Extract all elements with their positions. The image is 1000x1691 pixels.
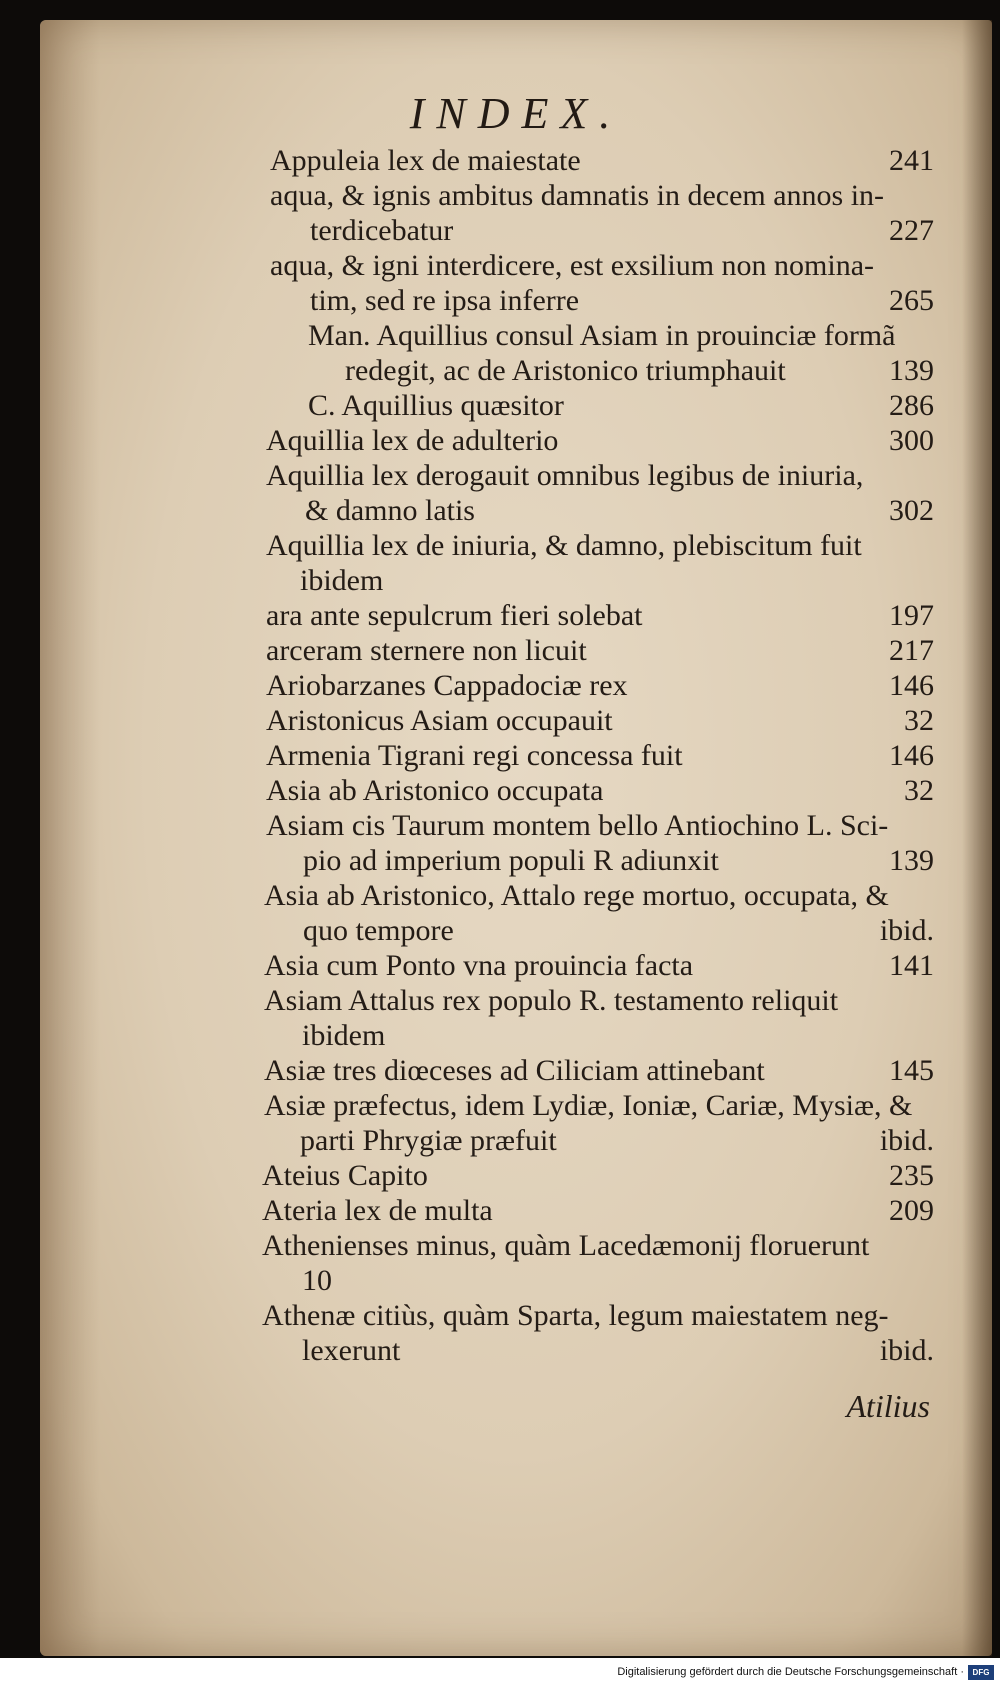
index-line (40, 1088, 992, 1123)
page-title: INDEX. (409, 89, 623, 138)
index-line (40, 1193, 992, 1228)
index-line (40, 878, 992, 913)
index-line (40, 633, 992, 668)
index-line (40, 1263, 992, 1298)
entry-text: & damno latis (305, 494, 475, 527)
entry-page: 302 (889, 494, 934, 527)
entry-text: aqua, & ignis ambitus damnatis in decem annos in- (270, 179, 885, 212)
index-line (40, 738, 992, 773)
entry-page: 300 (889, 424, 934, 457)
entry-page: 217 (889, 634, 934, 667)
index-line (40, 283, 992, 318)
entry-page: ibid. (879, 1124, 934, 1157)
index-line (40, 563, 992, 598)
entry-text: Asiam Attalus rex populo R. testamento reliquit (264, 984, 839, 1017)
index-line (40, 248, 992, 283)
entry-text: ibidem (302, 1019, 386, 1052)
entry-text: Aquillia lex derogauit omnibus legibus de iniuria, (266, 459, 864, 492)
index-line (40, 353, 992, 388)
entry-text: Ateria lex de multa (262, 1194, 493, 1227)
catchword: Atilius (846, 1388, 930, 1424)
entry-page: 32 (904, 774, 934, 807)
entry-text: terdicebatur (310, 214, 454, 247)
entry-page: ibid. (879, 914, 934, 947)
entry-page: 139 (889, 354, 934, 387)
entry-text: Athenienses minus, quàm Lacedæmonij floruerunt (262, 1229, 870, 1262)
entry-text: Asia ab Aristonico occupata (266, 774, 604, 807)
index-line (40, 178, 992, 213)
index-line (40, 703, 992, 738)
index-line (40, 388, 992, 423)
entry-text: Athenæ citiùs, quàm Sparta, legum maiestatem neg- (262, 1299, 889, 1332)
entry-text: Ariobarzanes Cappadociæ rex (266, 669, 628, 702)
entry-page: 32 (904, 704, 934, 737)
index-line (40, 913, 992, 948)
index-line (40, 318, 992, 353)
entry-page: 235 (889, 1159, 934, 1192)
footer-credit: Digitalisierung gefördert durch die Deutsche Forschungsgemeinschaft · (617, 1666, 964, 1678)
entry-text: C. Aquillius quæsitor (308, 389, 564, 422)
index-list (40, 143, 992, 1393)
index-line (40, 528, 992, 563)
entry-text: lexerunt (302, 1334, 401, 1367)
entry-text: redegit, ac de Aristonico triumphauit (345, 354, 786, 387)
index-line (40, 1123, 992, 1158)
entry-page: 286 (889, 389, 934, 422)
entry-text: Asiæ tres diœceses ad Ciliciam attinebant (264, 1054, 765, 1087)
index-line (40, 1333, 992, 1368)
entry-page: 146 (889, 739, 934, 772)
entry-page: ibid. (879, 1334, 934, 1367)
index-line (40, 493, 992, 528)
entry-page: 146 (889, 669, 934, 702)
entry-text: tim, sed re ipsa inferre (310, 284, 580, 317)
entry-text: Armenia Tigrani regi concessa fuit (266, 739, 683, 772)
footer-bar (0, 1658, 1000, 1691)
entry-page: 141 (889, 949, 934, 982)
entry-page: 197 (889, 599, 934, 632)
index-line (40, 1018, 992, 1053)
index-line (40, 843, 992, 878)
entry-text: Man. Aquillius consul Asiam in prouinciæ formã (308, 319, 896, 352)
index-line (40, 668, 992, 703)
index-line (40, 1053, 992, 1088)
entry-text: Asia cum Ponto vna prouincia facta (264, 949, 694, 982)
entry-text: ara ante sepulcrum fieri solebat (266, 599, 643, 632)
index-line (40, 143, 992, 178)
entry-text: aqua, & igni interdicere, est exsilium non nomina- (270, 249, 875, 282)
entry-text: Asiam cis Taurum montem bello Antiochino L. Sci- (266, 809, 889, 842)
index-line (40, 1228, 992, 1263)
entry-text: Ateius Capito (262, 1159, 428, 1192)
entry-text: Appuleia lex de maiestate (270, 144, 581, 177)
index-line (40, 773, 992, 808)
entry-text: 10 (302, 1264, 332, 1297)
index-line (40, 808, 992, 843)
entry-page: 241 (889, 144, 934, 177)
entry-text: Aristonicus Asiam occupauit (266, 704, 613, 737)
entry-text: Asiæ præfectus, idem Lydiæ, Ioniæ, Cariæ, Mysiæ, & (264, 1089, 913, 1122)
index-line (40, 598, 992, 633)
entry-text: pio ad imperium populi R adiunxit (303, 844, 719, 877)
book-page (40, 20, 992, 1656)
index-line (40, 1158, 992, 1193)
entry-page: 227 (889, 214, 934, 247)
entry-text: Aquillia lex de adulterio (266, 424, 559, 457)
index-line (40, 948, 992, 983)
entry-text: quo tempore (303, 914, 454, 947)
entry-text: arceram sternere non licuit (266, 634, 587, 667)
entry-page: 139 (889, 844, 934, 877)
entry-text: parti Phrygiæ præfuit (300, 1124, 557, 1157)
index-line (40, 1298, 992, 1333)
entry-page: 209 (889, 1194, 934, 1227)
entry-page: 265 (889, 284, 934, 317)
entry-text: Asia ab Aristonico, Attalo rege mortuo, occupata, & (264, 879, 889, 912)
entry-page: 145 (889, 1054, 934, 1087)
dfg-logo-icon: DFG (968, 1665, 994, 1680)
index-line (40, 458, 992, 493)
index-line (40, 423, 992, 458)
index-line (40, 983, 992, 1018)
entry-text: Aquillia lex de iniuria, & damno, plebiscitum fuit (266, 529, 862, 562)
entry-text: ibidem (300, 564, 384, 597)
index-line (40, 213, 992, 248)
